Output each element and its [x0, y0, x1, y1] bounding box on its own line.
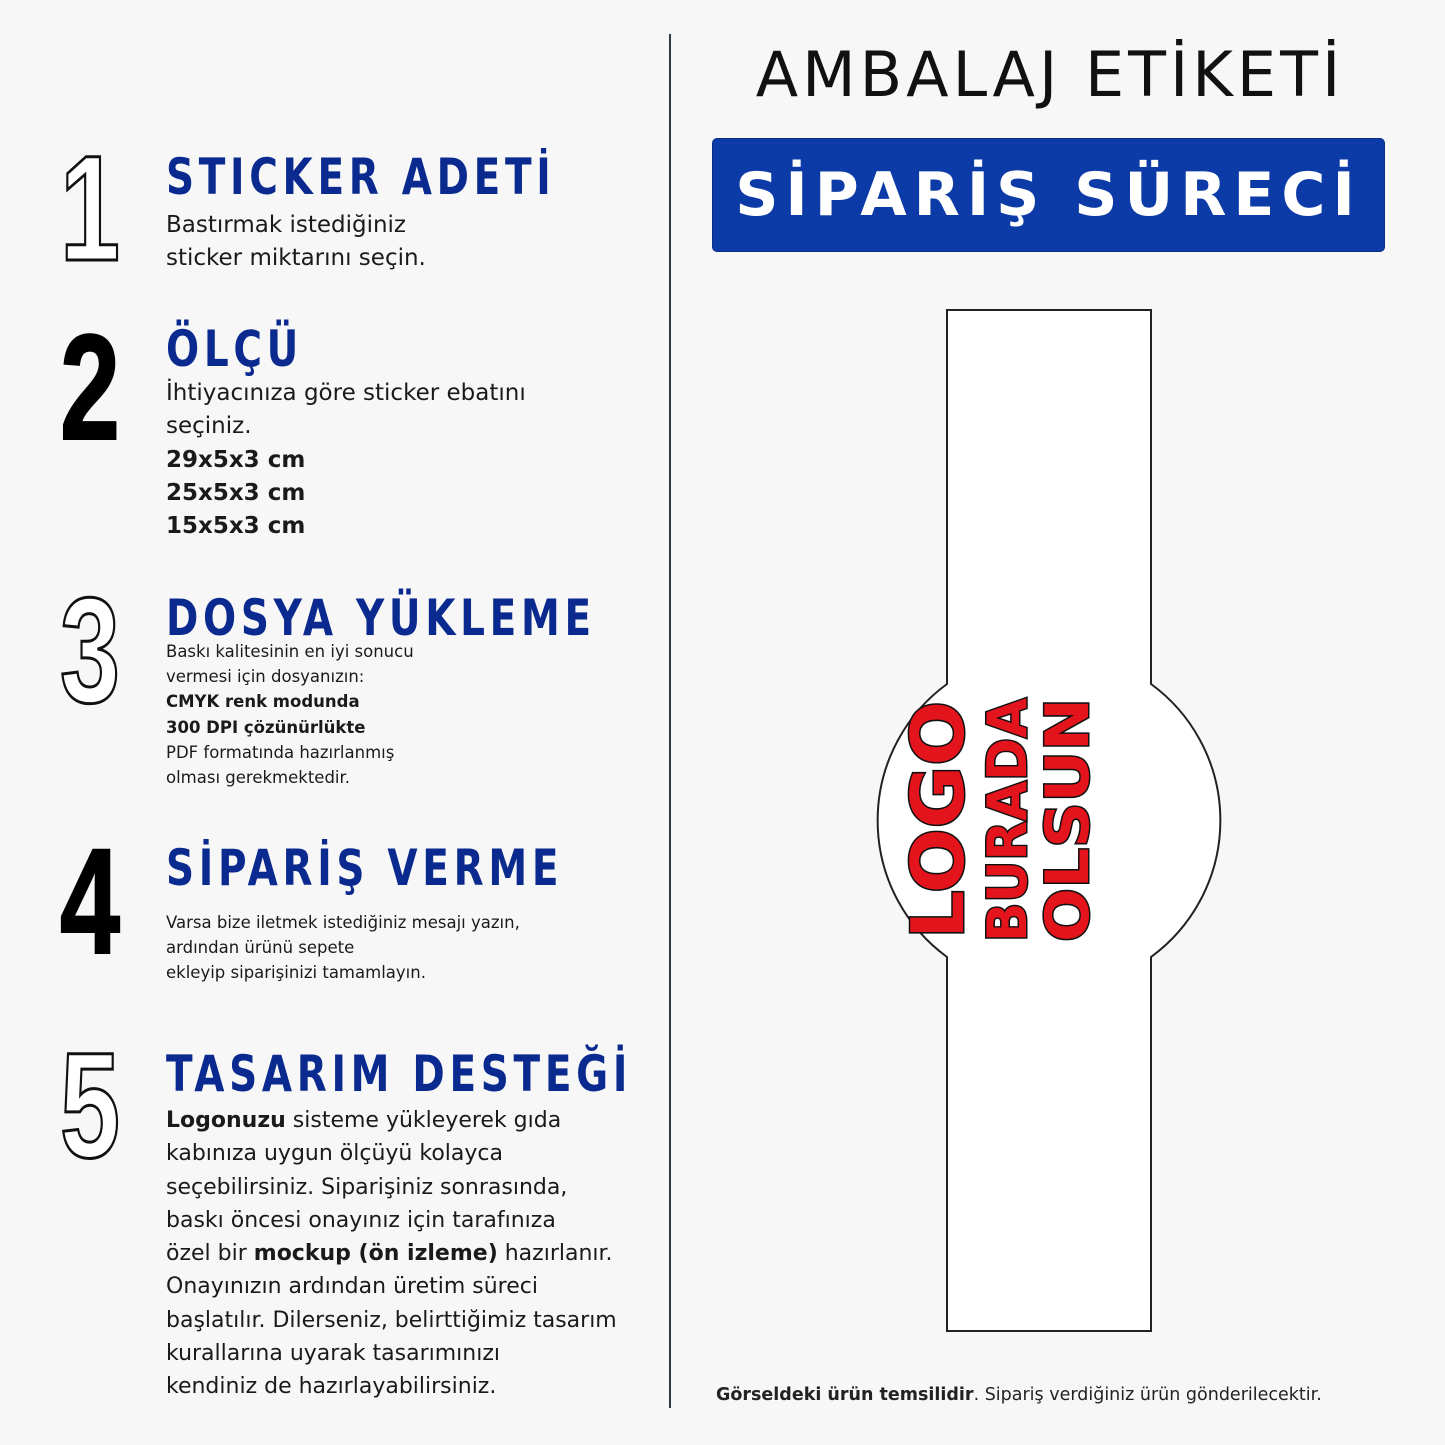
step-text: Bastırmak istediğiniz — [166, 212, 407, 238]
step-body — [166, 1104, 617, 1404]
step-number: 5 — [59, 1021, 121, 1189]
size-option: 29x5x3 cm — [166, 446, 306, 473]
step-heading: SİPARİŞ VERME — [166, 839, 564, 897]
page-title: AMBALAJ ETİKETİ — [755, 38, 1345, 111]
step-body — [166, 639, 414, 790]
disclaimer-bold: Görseldeki ürün temsilidir — [716, 1385, 974, 1405]
disclaimer-rest: . Sipariş verdiğiniz ürün gönderilecektir. — [973, 1385, 1322, 1405]
step-heading: ÖLÇÜ — [166, 320, 304, 378]
disclaimer — [716, 1385, 1322, 1405]
step-text-span: hazırlanır. — [497, 1241, 613, 1267]
step-text-bold: Logonuzu — [166, 1108, 286, 1133]
step-number: 2 — [59, 303, 121, 471]
step-text: Varsa bize iletmek istediğiniz mesajı yazın, — [166, 913, 520, 932]
step-text: kendiniz de hazırlayabilirsiniz. — [166, 1374, 497, 1400]
step-text-bold: mockup (ön izleme) — [253, 1241, 498, 1267]
step-text: kurallarına uyarak tasarımınızı — [166, 1341, 500, 1367]
step-requirement: 300 DPI çözünürlükte — [166, 717, 366, 737]
step-text: PDF formatında hazırlanmış — [166, 742, 395, 762]
banner-text: SİPARİŞ SÜRECİ — [735, 160, 1362, 230]
label-mockup — [860, 300, 1230, 1345]
step-heading: DOSYA YÜKLEME — [166, 589, 596, 647]
step-text — [166, 1104, 617, 1137]
order-process-banner — [713, 139, 1384, 251]
step-body — [166, 377, 526, 543]
logo-text-olsun: OLSUN — [1033, 710, 1103, 942]
logo-text-logo: LOGO — [896, 714, 980, 939]
step-text: seçebilirsiniz. Siparişiniz sonrasında, — [166, 1174, 568, 1200]
step-text: seçiniz. — [166, 413, 252, 440]
step-number: 1 — [59, 124, 121, 292]
step-text: sticker miktarını seçin. — [166, 245, 426, 272]
size-option: 25x5x3 cm — [166, 479, 306, 506]
size-option: 15x5x3 cm — [166, 513, 306, 540]
step-number: 4 — [59, 817, 121, 985]
step-heading: TASARIM DESTEĞİ — [166, 1045, 633, 1103]
logo-text-burada: BURADA — [976, 687, 1039, 942]
step-text: olması gerekmektedir. — [166, 768, 351, 788]
step-text: vermesi için dosyanızın: — [166, 667, 365, 687]
step-text: Baskı kalitesinin en iyi sonucu — [166, 642, 414, 661]
step-requirement: CMYK renk modunda — [166, 692, 360, 712]
vertical-divider — [669, 34, 671, 1408]
step-body — [166, 910, 520, 986]
step-text: Onayınızın ardından üretim süreci — [166, 1274, 538, 1300]
step-text: başlatılır. Dilerseniz, belirttiğimiz tasarım — [166, 1307, 617, 1333]
step-text-span: özel bir — [166, 1241, 254, 1267]
step-text: ardından ürünü sepete — [166, 938, 355, 958]
step-body — [166, 209, 426, 276]
step-text: İhtiyacınıza göre sticker ebatını — [166, 380, 526, 406]
step-number: 3 — [59, 566, 121, 734]
step-text — [166, 1237, 617, 1270]
step-text: ekleyip siparişinizi tamamlayın. — [166, 963, 426, 983]
step-text: kabınıza uygun ölçüyü kolayca — [166, 1141, 503, 1167]
step-text-span: sisteme yükleyerek gıda — [285, 1108, 562, 1133]
step-text: baskı öncesi onayınız için tarafınıza — [166, 1207, 556, 1233]
step-heading: STICKER ADETİ — [166, 148, 556, 206]
